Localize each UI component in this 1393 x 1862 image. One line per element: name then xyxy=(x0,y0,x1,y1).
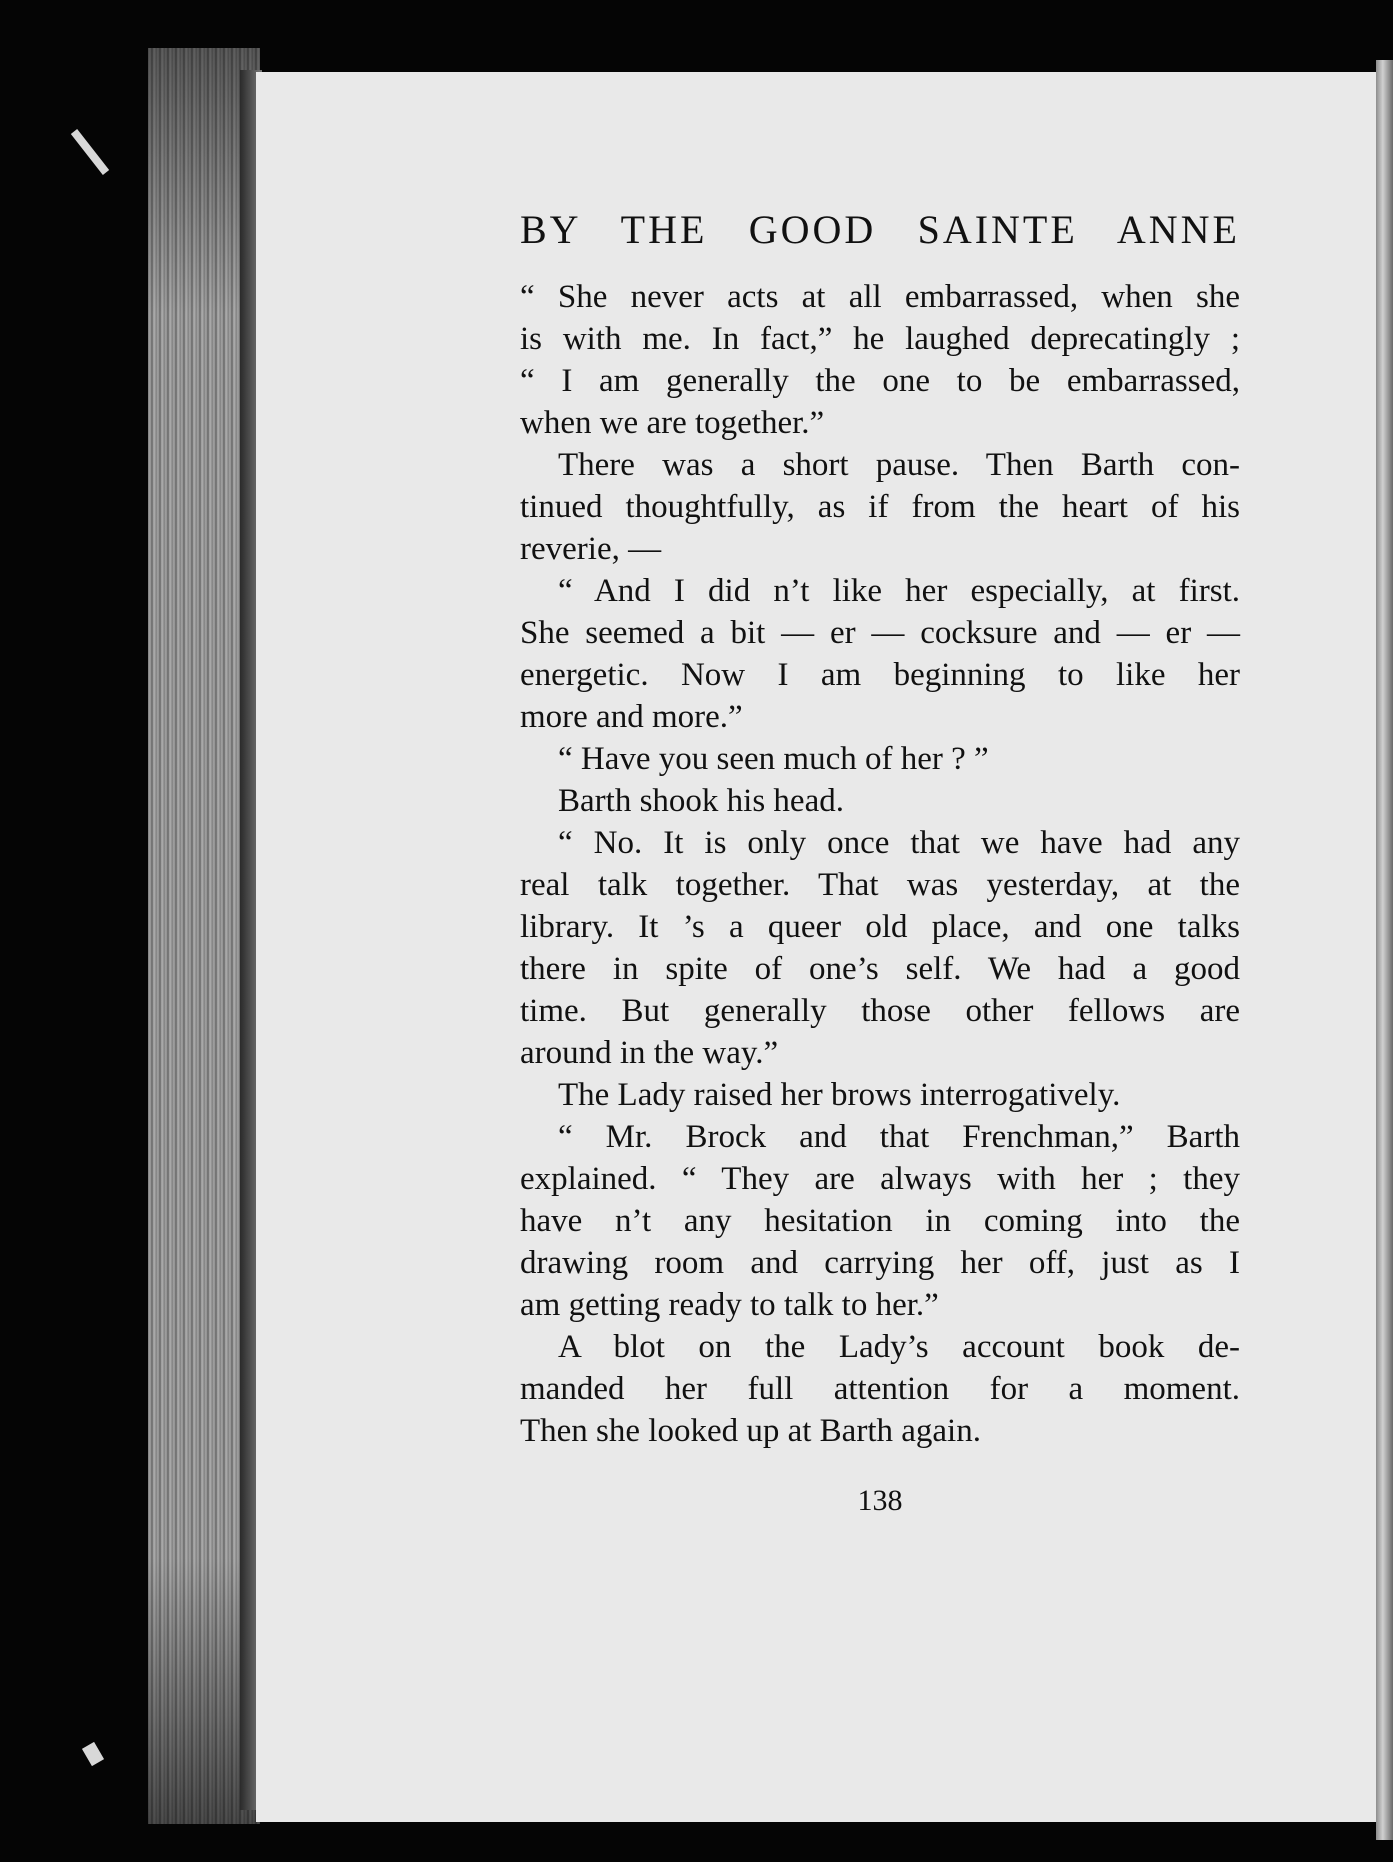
text-line: library. It ’s a queer old place, and one talks xyxy=(520,909,1240,945)
text-line: more and more.” xyxy=(520,699,743,735)
text-line: “ She never acts at all embarrassed, when she xyxy=(520,279,1240,315)
text-line: energetic. Now I am beginning to like her xyxy=(520,657,1240,693)
text-line: “ And I did n’t like her especially, at first. xyxy=(558,573,1240,609)
text-line: “ No. It is only once that we have had any xyxy=(558,825,1240,861)
text-line: Then she looked up at Barth again. xyxy=(520,1413,981,1449)
scan-artifact-mark xyxy=(71,129,109,175)
text-line: explained. “ They are always with her ; they xyxy=(520,1161,1240,1197)
text-line: A blot on the Lady’s account book de- xyxy=(558,1329,1240,1365)
text-line: Barth shook his head. xyxy=(558,783,844,819)
page-number: 138 xyxy=(857,1484,903,1517)
text-line: is with me. In fact,” he laughed deprecatingly ; xyxy=(520,321,1240,357)
text-line: am getting ready to talk to her.” xyxy=(520,1287,939,1323)
page-right-edge xyxy=(1376,60,1393,1840)
text-line: around in the way.” xyxy=(520,1035,779,1071)
text-line: real talk together. That was yesterday, at the xyxy=(520,867,1240,903)
text-line: tinued thoughtfully, as if from the heart of his xyxy=(520,489,1240,525)
text-line: There was a short pause. Then Barth con- xyxy=(558,447,1240,483)
text-line: there in spite of one’s self. We had a good xyxy=(520,951,1240,987)
text-line: “ Mr. Brock and that Frenchman,” Barth xyxy=(558,1119,1240,1155)
body-text xyxy=(520,276,1240,1452)
scan-artifact-mark xyxy=(82,1742,104,1766)
text-line: The Lady raised her brows interrogatively. xyxy=(558,1077,1121,1113)
text-line: time. But generally those other fellows are xyxy=(520,993,1240,1029)
text-line: manded her full attention for a moment. xyxy=(520,1371,1240,1407)
text-line: “ I am generally the one to be embarrassed, xyxy=(520,363,1240,399)
running-head: BY THE GOOD SAINTE ANNE xyxy=(520,207,1240,252)
text-line: reverie, — xyxy=(520,531,662,567)
text-line: have n’t any hesitation in coming into the xyxy=(520,1203,1240,1239)
text-line: drawing room and carrying her off, just as I xyxy=(520,1245,1240,1281)
text-line: when we are together.” xyxy=(520,405,825,441)
text-line: She seemed a bit — er — cocksure and — er — xyxy=(520,615,1240,651)
text-line: “ Have you seen much of her ? ” xyxy=(558,741,989,777)
